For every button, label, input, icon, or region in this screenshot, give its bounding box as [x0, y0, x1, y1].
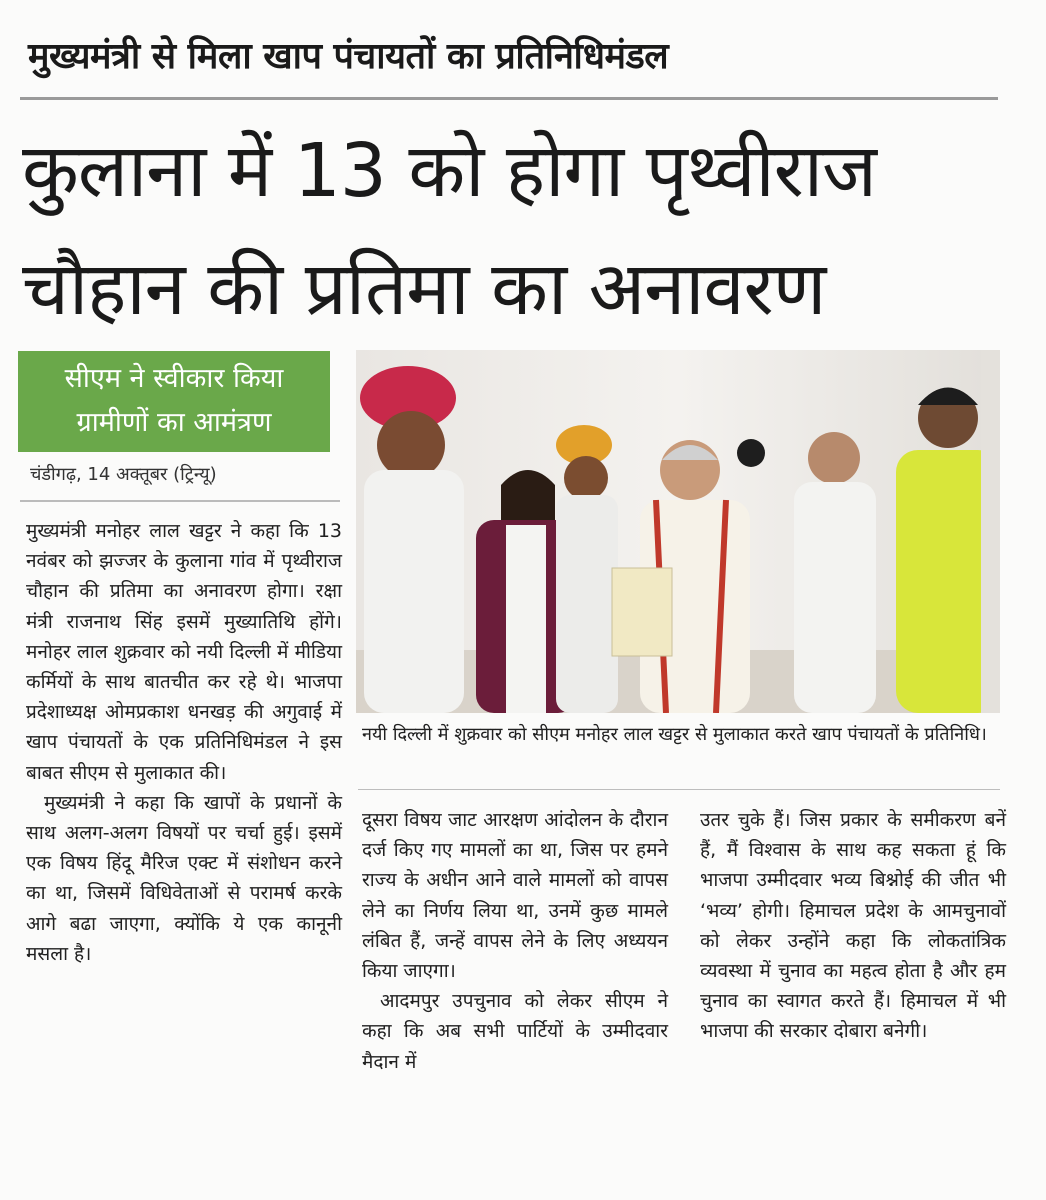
- subhead-line-1: सीएम ने स्वीकार किया: [64, 363, 284, 394]
- caption-rule: [358, 789, 1000, 790]
- subheadline-box: [18, 351, 330, 452]
- article-column-1: [26, 516, 342, 969]
- article-column-3: [700, 805, 1006, 1047]
- photo-illustration: [356, 350, 1000, 713]
- subhead-line-2: ग्रामीणों का आमंत्रण: [76, 407, 272, 438]
- photo-caption: नयी दिल्ली में शुक्रवार को सीएम मनोहर लाल खट्टर से मुलाकात करते खाप पंचायतों के प्रतिनिधि।: [362, 724, 987, 745]
- kicker-rule: [20, 97, 998, 100]
- news-photo: [356, 350, 1000, 713]
- dateline: चंडीगढ़, 14 अक्तूबर (ट्रिन्यू): [30, 464, 217, 485]
- main-headline: [22, 112, 1022, 348]
- paragraph: उतर चुके हैं। जिस प्रकार के समीकरण बनें हैं, मैं विश्वास के साथ कह सकता हूं कि भाजपा उम्मीदवार भव्य बिश्नोई की जीत भी ‘भव्य’ होगी। हिमाचल प्रदेश के आमचुनावों को लेकर उन्होंने कहा कि लोकतांत्रिक व्यवस्था में चुनाव का महत्व होता है और हम चुनाव का स्वागत करते हैं। हिमाचल में भी भाजपा की सरकार दोबारा बनेगी।: [700, 809, 1006, 1043]
- headline-line-2: चौहान की प्रतिमा का अनावरण: [22, 246, 826, 332]
- paragraph: मुख्यमंत्री ने कहा कि खापों के प्रधानों के साथ अलग-अलग विषयों पर चर्चा हुई। इसमें एक विषय हिंदू मैरिज एक्ट में संशोधन करने का था, जिसमें विधिवेताओं से परामर्ष करके आगे बढा जाएगा, क्योंकि ये एक कानूनी मसला है।: [26, 791, 342, 965]
- headline-line-1: कुलाना में 13 को होगा पृथ्वीराज: [22, 128, 876, 214]
- kicker-headline: मुख्यमंत्री से मिला खाप पंचायतों का प्रतिनिधिमंडल: [28, 36, 669, 77]
- paragraph: दूसरा विषय जाट आरक्षण आंदोलन के दौरान दर्ज किए गए मामलों का था, जिस पर हमने राज्य के अधीन आने वाले मामलों को वापस लेने का निर्णय लिया था, उनमें कुछ मामले लंबित हैं, जन्हें वापस लेने के लिए अध्ययन किया जाएगा।: [362, 809, 668, 983]
- dateline-rule: [20, 500, 340, 502]
- paragraph: मुख्यमंत्री मनोहर लाल खट्टर ने कहा कि 13 नवंबर को झज्जर के कुलाना गांव में पृथ्वीराज चौहान की प्रतिमा का अनावरण होगा। रक्षा मंत्री राजनाथ सिंह इसमें मुख्यातिथि होंगे। मनोहर लाल शुक्रवार को नयी दिल्ली में मीडिया कर्मियों के साथ बातचीत कर रहे थे। भाजपा प्रदेशाध्यक्ष ओमप्रकाश धनखड़ की अगुवाई में खाप पंचायतों के एक प्रतिनिधिमंडल ने इस बाबत सीएम से मुलाकात की।: [26, 520, 342, 784]
- article-column-2: [362, 805, 668, 1077]
- paragraph: आदमपुर उपचुनाव को लेकर सीएम ने कहा कि अब सभी पार्टियों के उम्मीदवार मैदान में: [362, 990, 668, 1073]
